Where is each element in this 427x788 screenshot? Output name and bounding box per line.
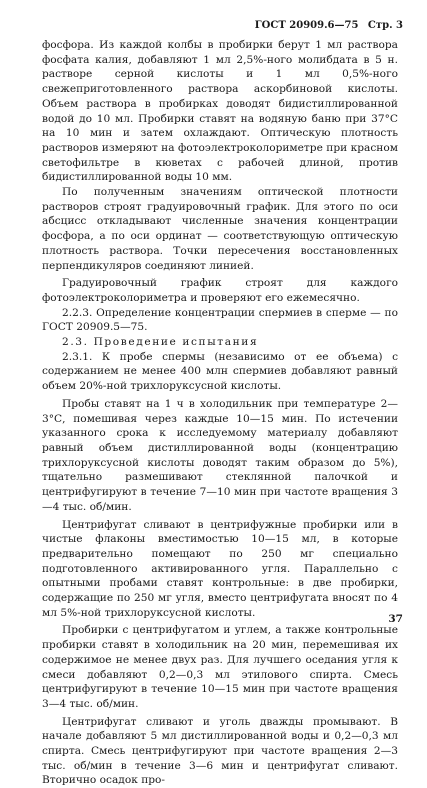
section-heading: 2.3. Проведение испытания: [62, 336, 259, 349]
document-body: [42, 38, 398, 788]
paragraph-refrigeration: Пробы ставят на 1 ч в холодильник при температуре 2—3°С, помешивая через каждые 10—15 мин. По истечении указанного срока к исследуемому материалу добавляют равный объем дистиллированной воды (концентрацию трихлоруксусной кислоты доводят таким образом до 5%), тщательно размешивают стеклянной палочкой и центрифугируют в течение 7—10 мин при частоте вращения 3—4 тыс. об/мин.: [42, 397, 398, 513]
paragraph-control-tubes: Пробирки с центрифугатом и углем, а также контрольные пробирки ставят в холодильник на 20 мин, перемешивая их содержимое не менее двух раз. Для лучшего оседания угля к смеси добавляют 0,2—0,3 мл этилового спирта. Смесь центрифугируют в течение 10—15 мин при частоте вращения 3—4 тыс. об/мин.: [42, 624, 398, 710]
paragraph-calibration-check: Градуировочный график строят для каждого фотоэлектроколориметра и проверяют его ежемесячно.: [42, 277, 398, 304]
page-label: Стр. 3: [367, 20, 403, 31]
page-number: 37: [388, 613, 403, 625]
paragraph-washing: Центрифугат сливают и уголь дважды промывают. В начале добавляют 5 мл дистиллированной воды и 0,2—0,3 мл спирта. Смесь центрифугируют при частоте вращения 2—3 тыс. об/мин в течение 3—6 мин и центрифугат сливают. Вторично осадок про-: [42, 715, 398, 787]
standard-code: ГОСТ 20909.6—75: [254, 20, 359, 31]
paragraph-2-3-1: 2.3.1. К пробе спермы (независимо от ее объема) с содержанием не менее 400 млн спермиев добавляют равный объем 20%-ной трихлоруксусной кислоты.: [42, 350, 398, 393]
paragraph-calibration-graph: По полученным значениям оптической плотности растворов строят градуировочный график. Для этого по оси абсцисс откладывают численные значения концентрации фосфора, а по оси ординат — соответствующую оптическую плотность раствора. Точки пересечения восстановленных перпендикуляров соединяют линией.: [42, 186, 398, 272]
paragraph-sperm-concentration: 2.2.3. Определение концентрации спермиев в сперме — по ГОСТ 20909.5—75.: [42, 306, 398, 334]
paragraph-centrifugate: Центрифугат сливают в центрифужные пробирки или в чистые флаконы вместимостью 10—15 мл, в которые предварительно помещают по 250 мг специально подготовленного активированного угля. Параллельно с опытными пробами ставят контрольные: в две пробирки, содержащие по 250 мг угля, вместо центрифугата вносят по 4 мл 5%-ной трихлоруксусной кислоты.: [42, 518, 398, 619]
page-header: [255, 20, 403, 31]
paragraph-phosphorus-procedure: фосфора. Из каждой колбы в пробирки берут 1 мл раствора фосфата калия, добавляют 1 мл 2,5%-ного молибдата в 5 н. растворе серной кислоты и 1 мл 0,5%-ного свежеприготовленного раствора аскорбиновой кислоты. Объем раствора в пробирках доводят бидистиллированной водой до 10 мл. Пробирки ставят на водяную баню при 37°С на 10 мин и затем охлаждают. Оптическую плотность растворов измеряют на фотоэлектроколориметре при красном светофильтре в кюветах с рабочей длиной, против бидистиллированной воды 10 мм.: [42, 39, 398, 184]
